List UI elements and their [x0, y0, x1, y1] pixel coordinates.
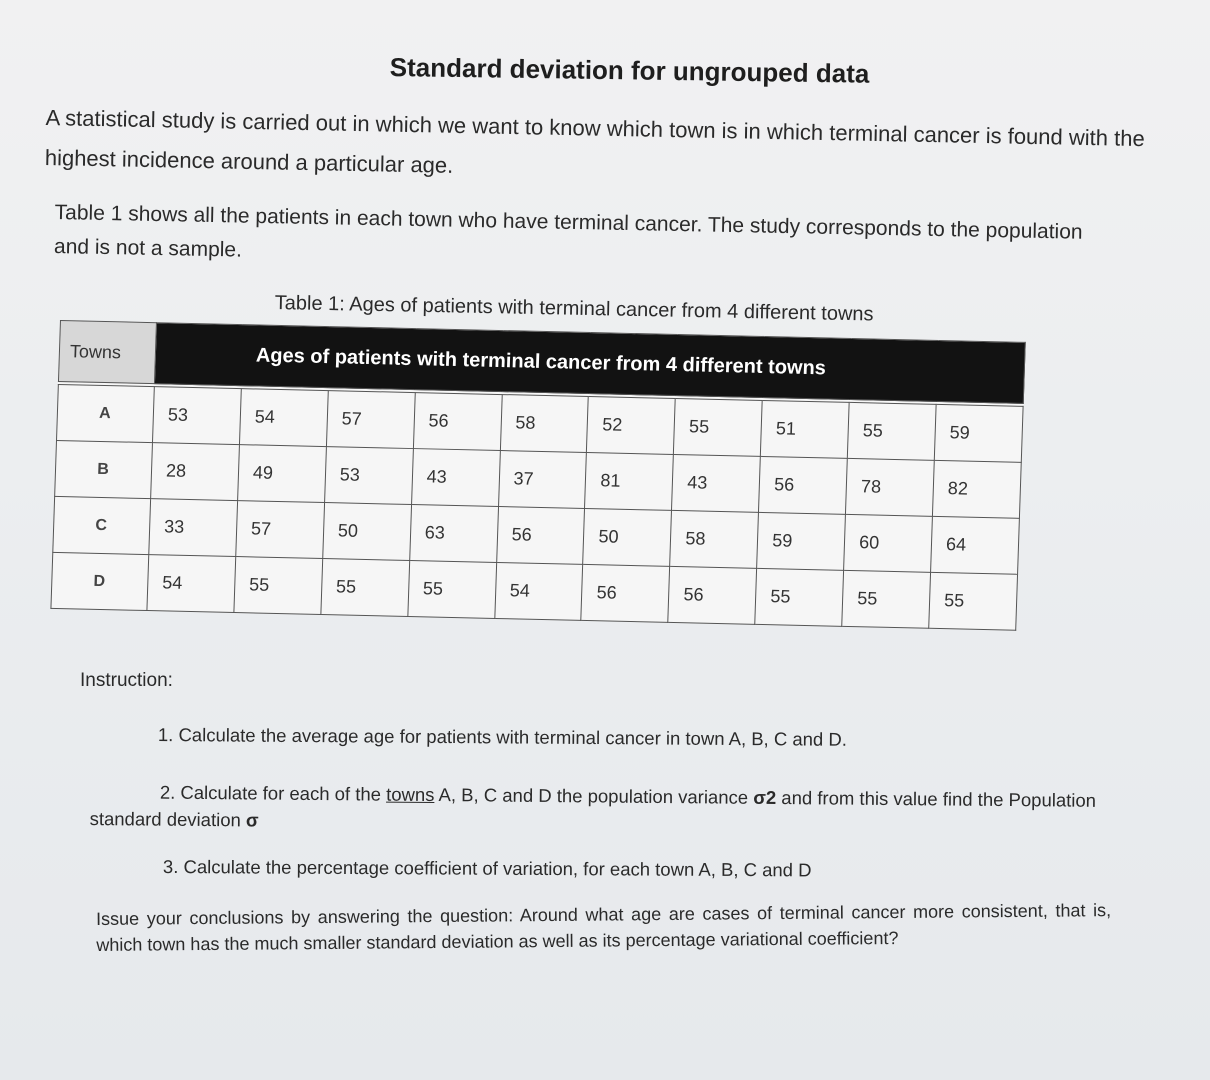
age-cell: 49: [237, 445, 326, 503]
age-cell: 56: [668, 566, 757, 624]
age-cell: 55: [847, 402, 936, 460]
age-cell: 82: [932, 460, 1021, 518]
age-cell: 50: [323, 503, 412, 561]
age-cell: 78: [846, 458, 935, 516]
age-cell: 55: [234, 557, 323, 615]
age-cell: 33: [149, 499, 238, 557]
age-cell: 55: [674, 398, 763, 456]
ages-table-container: [50, 320, 1025, 631]
age-cell: 59: [934, 404, 1023, 462]
age-cell: 56: [413, 393, 502, 451]
age-cell: 55: [321, 559, 410, 617]
age-cell: 58: [500, 395, 589, 453]
age-cell: 55: [408, 560, 497, 618]
age-cell: 54: [494, 562, 583, 620]
instruction-item-1: 1. Calculate the average age for patients with terminal cancer in town A, B, C and D.: [157, 724, 847, 750]
age-cell: 54: [239, 389, 328, 447]
age-cell: 52: [587, 397, 676, 455]
age-cell: 64: [931, 516, 1020, 574]
age-cell: 55: [755, 568, 844, 626]
sigma-symbol: σ: [245, 809, 259, 831]
age-cell: 57: [236, 501, 325, 559]
age-cell: 60: [844, 514, 933, 572]
ages-table: [50, 320, 1025, 631]
instruction-2-suffix: and from this value find the Population standard deviation: [89, 786, 1097, 831]
instruction-item-2: [90, 778, 1130, 841]
town-label-c: C: [53, 496, 151, 554]
intro-paragraph: A statistical study is carried out in which we want to know which town is in which terminal cancer is found with the highest incidence around a particular age.: [44, 104, 1145, 178]
age-cell: 37: [498, 451, 587, 509]
age-cell: 43: [672, 454, 761, 512]
town-label-d: D: [51, 552, 149, 610]
instruction-2-prefix: 2. Calculate for each of the: [159, 781, 387, 805]
age-cell: 81: [585, 452, 674, 510]
age-cell: 53: [324, 447, 413, 505]
age-cell: 51: [761, 400, 850, 458]
age-cell: 57: [326, 391, 415, 449]
table-caption: Table 1: Ages of patients with terminal cancer from 4 different towns: [274, 292, 874, 326]
document-title: Standard deviation for ungrouped data: [389, 52, 870, 89]
age-cell: 59: [757, 512, 846, 570]
variance-symbol: σ2: [753, 786, 777, 808]
age-cell: 43: [411, 449, 500, 507]
age-cell: 53: [152, 387, 241, 445]
town-label-b: B: [55, 440, 153, 498]
ages-column-header: Ages of patients with terminal cancer from 4 different towns: [154, 323, 1025, 404]
table-description: Table 1 shows all the patients in each town who have terminal cancer. The study corresponds to the population and is not a sample.: [53, 200, 1083, 262]
age-cell: 54: [147, 555, 236, 613]
age-cell: 55: [842, 570, 931, 628]
age-cell: 56: [581, 564, 670, 622]
towns-column-header: Towns: [58, 321, 156, 384]
age-cell: 56: [759, 456, 848, 514]
instruction-item-3: 3. Calculate the percentage coefficient of variation, for each town A, B, C and D: [162, 856, 812, 881]
age-cell: 56: [496, 506, 585, 564]
age-cell: 55: [929, 572, 1018, 630]
age-cell: 58: [670, 510, 759, 568]
age-cell: 63: [409, 505, 498, 563]
age-cell: 50: [583, 508, 672, 566]
instruction-2-middle: A, B, C and D the population variance: [434, 784, 754, 808]
conclusion-question: Issue your conclusions by answering the question: Around what age are cases of terminal cancer more consistent, that is, which town has the much smaller standard deviation as well as its percentage variational coefficient?: [96, 900, 1112, 955]
age-cell: 28: [151, 443, 240, 501]
instruction-2-underlined-word: towns: [386, 783, 435, 806]
instruction-label: Instruction:: [80, 670, 173, 691]
town-label-a: A: [57, 384, 155, 442]
